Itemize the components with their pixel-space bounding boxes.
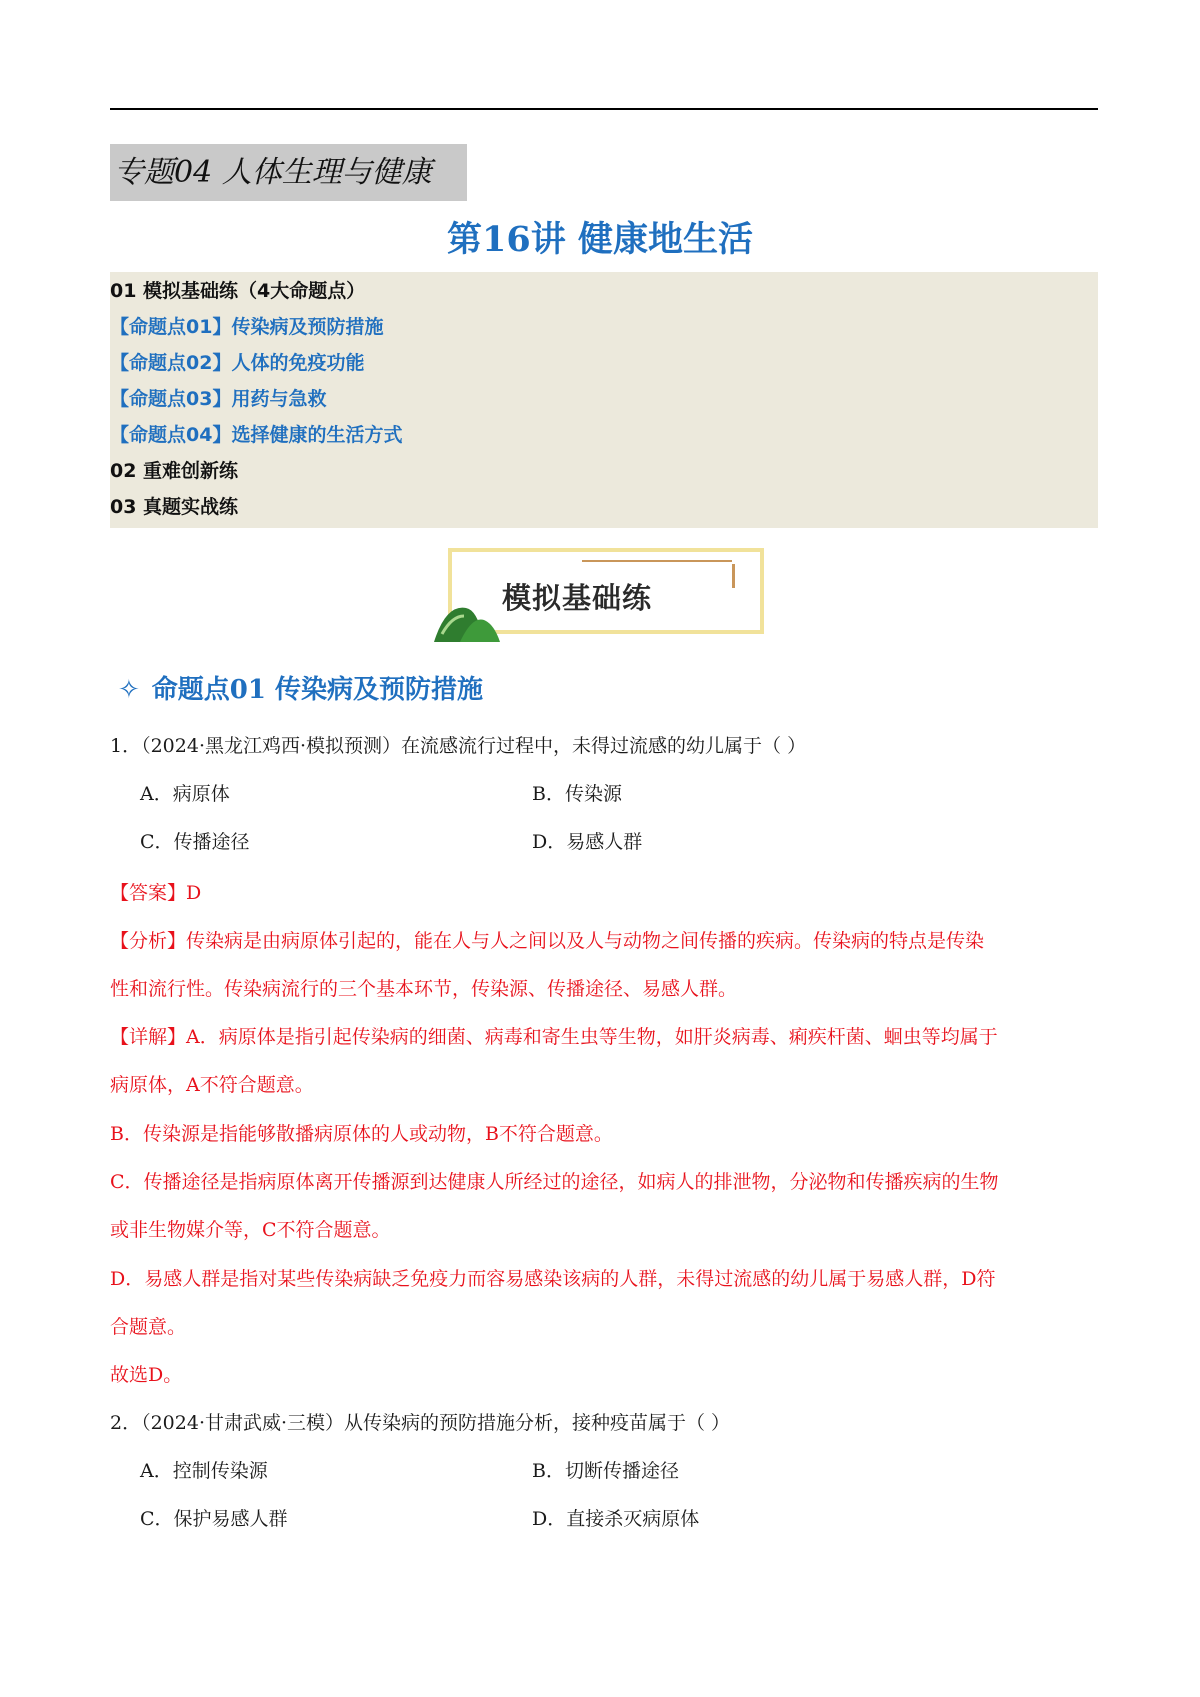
lecture-title: 第16讲 健康地生活: [447, 219, 753, 260]
question-1-detail: D．易感人群是指对某些传染病缺乏免疫力而容易感染该病的人群，未得过流感的幼儿属于易感人群，D符: [110, 1268, 996, 1290]
section-heading-text: 命题点01 传染病及预防措施: [151, 675, 484, 705]
question-1-option-a: A．病原体: [140, 783, 230, 805]
question-1-stem: 1．（2024·黑龙江鸡西·模拟预测）在流感流行过程中，未得过流感的幼儿属于（ ）: [110, 735, 807, 757]
question-1-detail: 病原体，A不符合题意。: [110, 1074, 314, 1096]
toc-item: 【命题点03】用药与急救: [110, 388, 327, 410]
diamond-bullet-icon: ✧: [118, 675, 140, 705]
question-2-option-b: B．切断传播途径: [532, 1460, 679, 1482]
question-1-option-b: B．传染源: [532, 783, 622, 805]
toc-item: 【命题点02】人体的免疫功能: [110, 352, 365, 374]
section-heading: [118, 672, 483, 708]
badge-label: 模拟基础练: [502, 581, 653, 615]
topic-banner: 专题04 人体生理与健康: [110, 144, 467, 201]
question-1-detail: 合题意。: [110, 1316, 187, 1338]
question-2-option-a: A．控制传染源: [140, 1460, 268, 1482]
question-1-detail: B．传染源是指能够散播病原体的人或动物，B不符合题意。: [110, 1123, 613, 1145]
toc-item: 03 真题实战练: [110, 496, 239, 518]
question-1-option-d: D．易感人群: [532, 831, 643, 853]
header-rule: [110, 108, 1098, 110]
question-2-stem: 2．（2024·甘肃武威·三模）从传染病的预防措施分析，接种疫苗属于（ ）: [110, 1412, 731, 1434]
question-1-conclusion: 故选D。: [110, 1364, 183, 1386]
green-hills-icon: [432, 594, 502, 644]
question-1-analysis: 性和流行性。传染病流行的三个基本环节，传染源、传播途径、易感人群。: [110, 978, 738, 1000]
table-of-contents: [110, 272, 1098, 528]
toc-item: 02 重难创新练: [110, 460, 239, 482]
question-1-option-c: C．传播途径: [140, 831, 250, 853]
badge-accent-line: [582, 560, 732, 562]
toc-item: 【命题点04】选择健康的生活方式: [110, 424, 403, 446]
question-1-detail: 【详解】A．病原体是指引起传染病的细菌、病毒和寄生虫等生物，如肝炎病毒、痢疾杆菌、蛔虫等均属于: [110, 1026, 998, 1048]
question-1-answer: 【答案】D: [110, 882, 202, 904]
question-2-option-c: C．保护易感人群: [140, 1508, 288, 1530]
toc-item: 01 模拟基础练（4大命题点）: [110, 280, 366, 302]
question-1-detail: C．传播途径是指病原体离开传播源到达健康人所经过的途径，如病人的排泄物，分泌物和传播疾病的生物: [110, 1171, 999, 1193]
toc-item: 【命题点01】传染病及预防措施: [110, 316, 384, 338]
question-1-detail: 或非生物媒介等，C不符合题意。: [110, 1219, 391, 1241]
badge-accent-bar: [732, 564, 735, 588]
question-2-option-d: D．直接杀灭病原体: [532, 1508, 700, 1530]
section-badge: [432, 546, 768, 644]
question-1-analysis: 【分析】传染病是由病原体引起的，能在人与人之间以及人与动物之间传播的疾病。传染病的特点是传染: [110, 930, 985, 952]
